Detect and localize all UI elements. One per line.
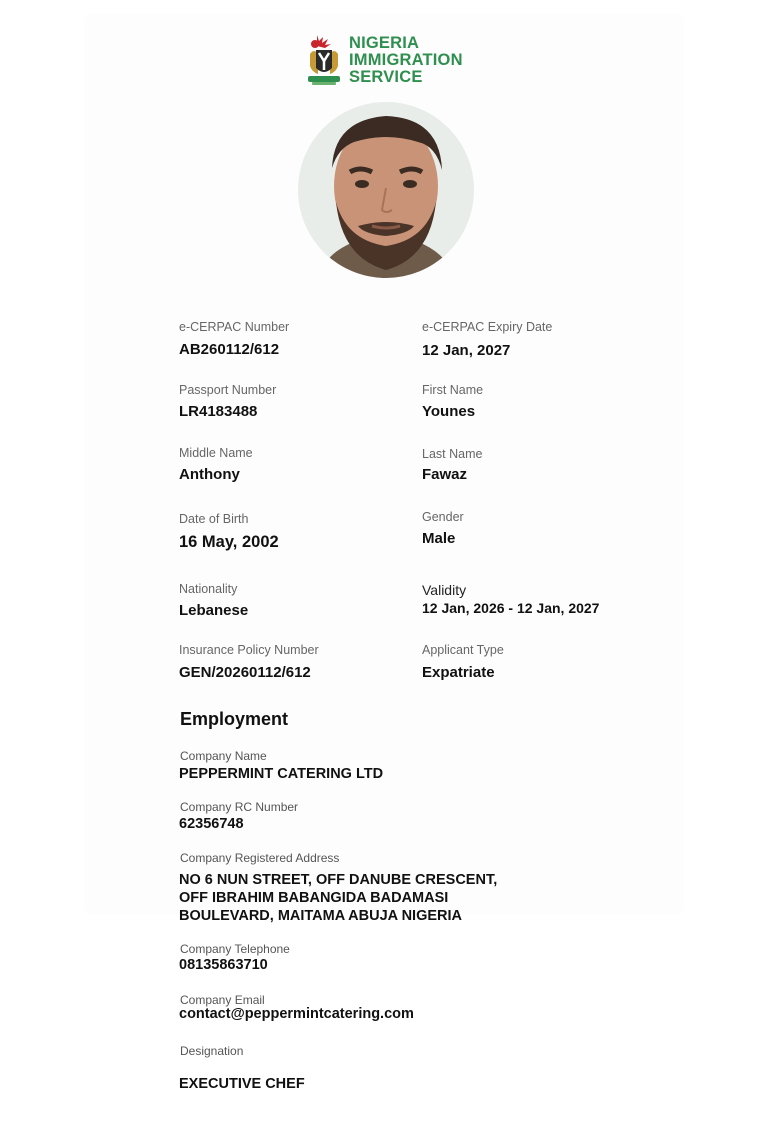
designation-value: EXECUTIVE CHEF [179,1076,305,1092]
nationality-label: Nationality [179,582,238,596]
logo-line-2: IMMIGRATION [349,51,463,69]
company-telephone-value: 08135863710 [179,957,268,973]
ecerpac-number-label: e-CERPAC Number [179,320,290,334]
company-email-value: contact@peppermintcatering.com [179,1006,414,1022]
gender-value: Male [422,530,456,547]
holder-photo [298,102,474,278]
dob-value: 16 May, 2002 [179,533,279,551]
insurance-label: Insurance Policy Number [179,643,319,657]
ecerpac-expiry-value: 12 Jan, 2027 [422,342,511,359]
first-name-label: First Name [422,383,484,397]
insurance-value: GEN/20260112/612 [179,664,311,681]
ecerpac-expiry-label: e-CERPAC Expiry Date [422,320,553,334]
designation-label: Designation [180,1044,244,1058]
nis-logo [306,32,476,88]
applicant-type-label: Applicant Type [422,643,504,657]
logo-line-3: SERVICE [349,68,423,86]
last-name-value: Fawaz [422,466,468,483]
middle-name-value: Anthony [179,466,240,483]
logo-line-1: NIGERIA [349,34,420,52]
nationality-value: Lebanese [179,602,249,619]
company-address-label: Company Registered Address [180,851,340,865]
coat-of-arms-icon [306,32,342,86]
company-name-label: Company Name [180,749,267,763]
dob-label: Date of Birth [179,512,249,526]
company-telephone-label: Company Telephone [180,942,290,956]
company-rc-label: Company RC Number [180,800,299,814]
validity-value: 12 Jan, 2026 - 12 Jan, 2027 [422,600,600,616]
company-address-value: NO 6 NUN STREET, OFF DANUBE CRESCENT, OFF IBRAHIM BABANGIDA BADAMASI BOULEVARD, MAITAMA ABUJA NIGERIA [179,872,498,924]
portrait-photo [298,102,474,278]
first-name-value: Younes [422,403,476,420]
company-name-value: PEPPERMINT CATERING LTD [179,766,384,782]
passport-number-label: Passport Number [179,383,277,397]
company-rc-value: 62356748 [179,816,244,832]
employment-heading: Employment [180,709,289,729]
company-email-label: Company Email [180,993,265,1007]
validity-label: Validity [422,582,467,598]
last-name-label: Last Name [422,447,483,461]
applicant-type-value: Expatriate [422,664,495,681]
middle-name-label: Middle Name [179,446,253,460]
gender-label: Gender [422,510,464,524]
ecerpac-number-value: AB260112/612 [179,341,280,358]
passport-number-value: LR4183488 [179,403,258,420]
